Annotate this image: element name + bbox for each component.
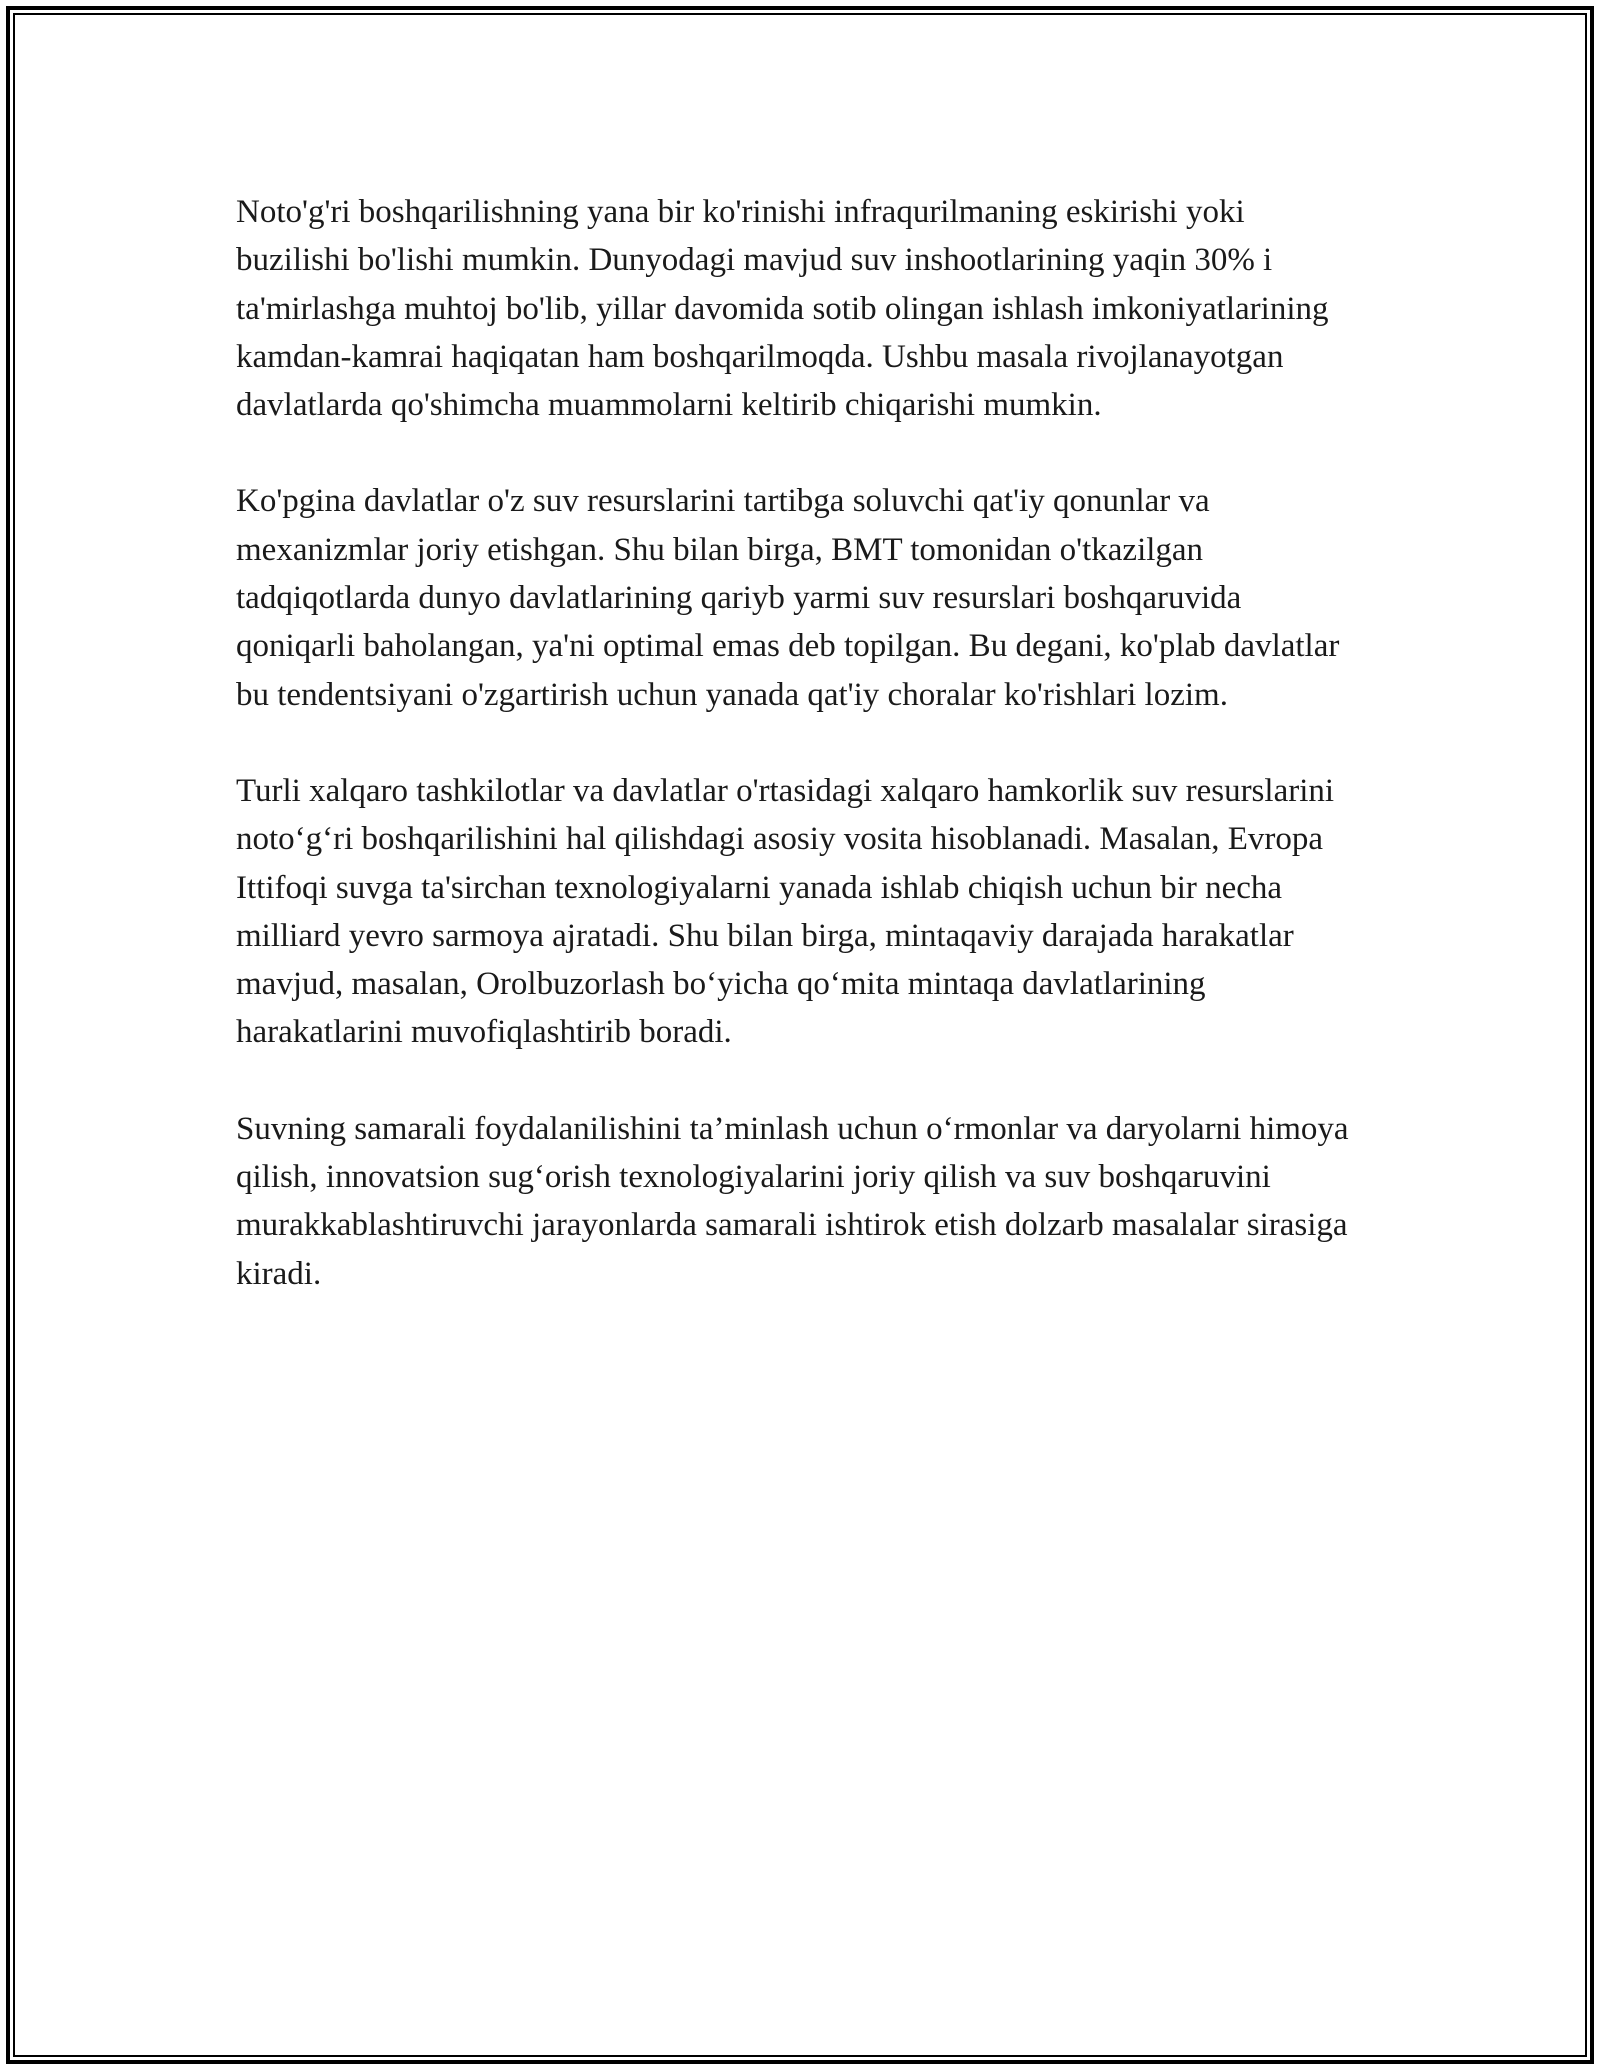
- paragraph-efficiency: Suvning samarali foydalanilishini ta’minlash uchun o‘rmonlar va daryolarni himoya qilish, innovatsion sug‘orish texnologiyalarini joriy qilish va suv boshqaruvini murakkablashtiruvchi jarayonlarda samarali ishtirok etish dolzarb masalalar sirasiga kiradi.: [236, 1110, 1349, 1292]
- paragraph-laws: Ko'pgina davlatlar o'z suv resurslarini tartibga soluvchi qat'iy qonunlar va mexanizmlar joriy etishgan. Shu bilan birga, BMT tomonidan o'tkazilgan tadqiqotlarda dunyo davlatlarining qariyb yarmi suv resurslari boshqaruvida qoniqarli baholangan, ya'ni optimal emas deb topilgan. Bu degani, ko'plab davlatlar bu tendentsiyani o'zgartirish uchun yanada qat'iy choralar ko'rishlari lozim.: [236, 483, 1340, 713]
- document-body: [236, 188, 1366, 1346]
- paragraph-infrastructure: Noto'g'ri boshqarilishning yana bir ko'rinishi infraqurilmaning eskirishi yoki buzilishi bo'lishi mumkin. Dunyodagi mavjud suv inshootlarining yaqin 30% i ta'mirlashga muhtoj bo'lib, yillar davomida sotib olingan ishlash imkoniyatlarining kamdan-kamrai haqiqatan ham boshqarilmoqda. Ushbu masala rivojlanayotgan davlatlarda qo'shimcha muammolarni keltirib chiqarishi mumkin.: [236, 194, 1329, 424]
- paragraph-cooperation: Turli xalqaro tashkilotlar va davlatlar o'rtasidagi xalqaro hamkorlik suv resurslarini noto‘g‘ri boshqarilishini hal qilishdagi asosiy vosita hisoblanadi. Masalan, Evropa Ittifoqi suvga ta'sirchan texnologiyalarni yanada ishlab chiqish uchun bir necha milliard yevro sarmoya ajratadi. Shu bilan birga, mintaqaviy darajada harakatlar mavjud, masalan, Orolbuzorlash bo‘yicha qo‘mita mintaqa davlatlarining harakatlarini muvofiqlashtirib boradi.: [236, 772, 1335, 1051]
